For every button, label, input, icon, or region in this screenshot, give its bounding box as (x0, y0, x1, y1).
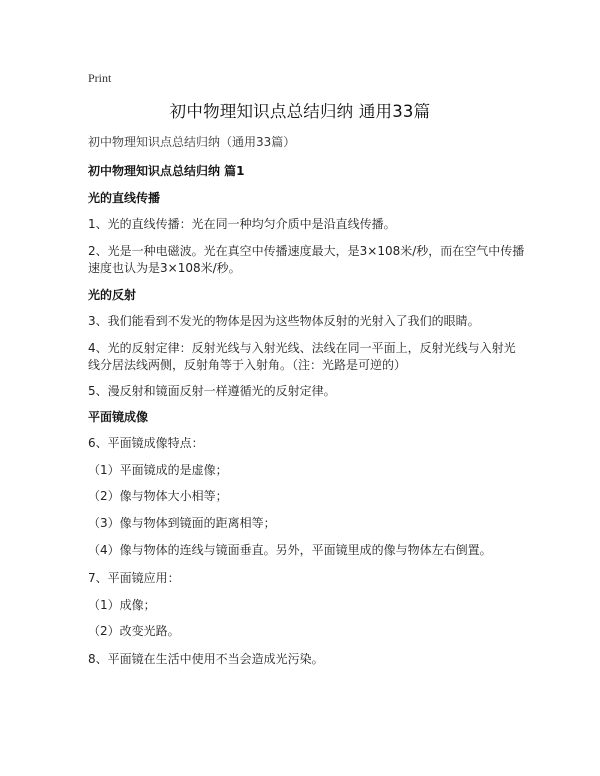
paragraph-2-line-1: 2、光是一种电磁波。光在真空中传播速度最大，是3×108米/秒，而在空气中传播 (88, 244, 525, 258)
paragraph-7: 7、平面镜应用： (88, 571, 180, 585)
list-item: （3）像与物体到镜面的距离相等； (88, 516, 276, 530)
list-item: （1）成像； (88, 598, 156, 612)
list-item: （1）平面镜成的是虚像； (88, 463, 228, 477)
paragraph-2-line-2: 速度也认为是3×108米/秒。 (88, 261, 241, 275)
subheading-plane-mirror: 平面镜成像 (88, 410, 149, 424)
section-heading: 初中物理知识点总结归纳 篇1 (88, 164, 245, 178)
list-item: （4）像与物体的连线与镜面垂直。另外，平面镜里成的像与物体左右倒置。 (88, 543, 492, 557)
paragraph-8: 8、平面镜在生活中使用不当会造成光污染。 (88, 652, 324, 666)
paragraph-5: 5、漫反射和镜面反射一样遵循光的反射定律。 (88, 384, 336, 398)
document-subtitle: 初中物理知识点总结归纳（通用33篇） (88, 135, 296, 149)
paragraph-1: 1、光的直线传播：光在同一种均匀介质中是沿直线传播。 (88, 217, 396, 231)
print-link[interactable]: Print (88, 71, 112, 85)
subheading-straight-propagation: 光的直线传播 (88, 191, 161, 205)
paragraph-4-line-1: 4、光的反射定律：反射光线与入射光线、法线在同一平面上，反射光线与入射光 (88, 341, 516, 355)
subheading-reflection: 光的反射 (88, 288, 137, 302)
page-title: 初中物理知识点总结归纳 通用33篇 (169, 102, 431, 121)
paragraph-6: 6、平面镜成像特点： (88, 436, 204, 450)
paragraph-3: 3、我们能看到不发光的物体是因为这些物体反射的光射入了我们的眼睛。 (88, 314, 480, 328)
paragraph-4-line-2: 线分居法线两侧，反射角等于入射角。（注：光路是可逆的） (88, 358, 407, 372)
list-item: （2）像与物体大小相等； (88, 489, 228, 503)
list-item: （2）改变光路。 (88, 624, 180, 638)
